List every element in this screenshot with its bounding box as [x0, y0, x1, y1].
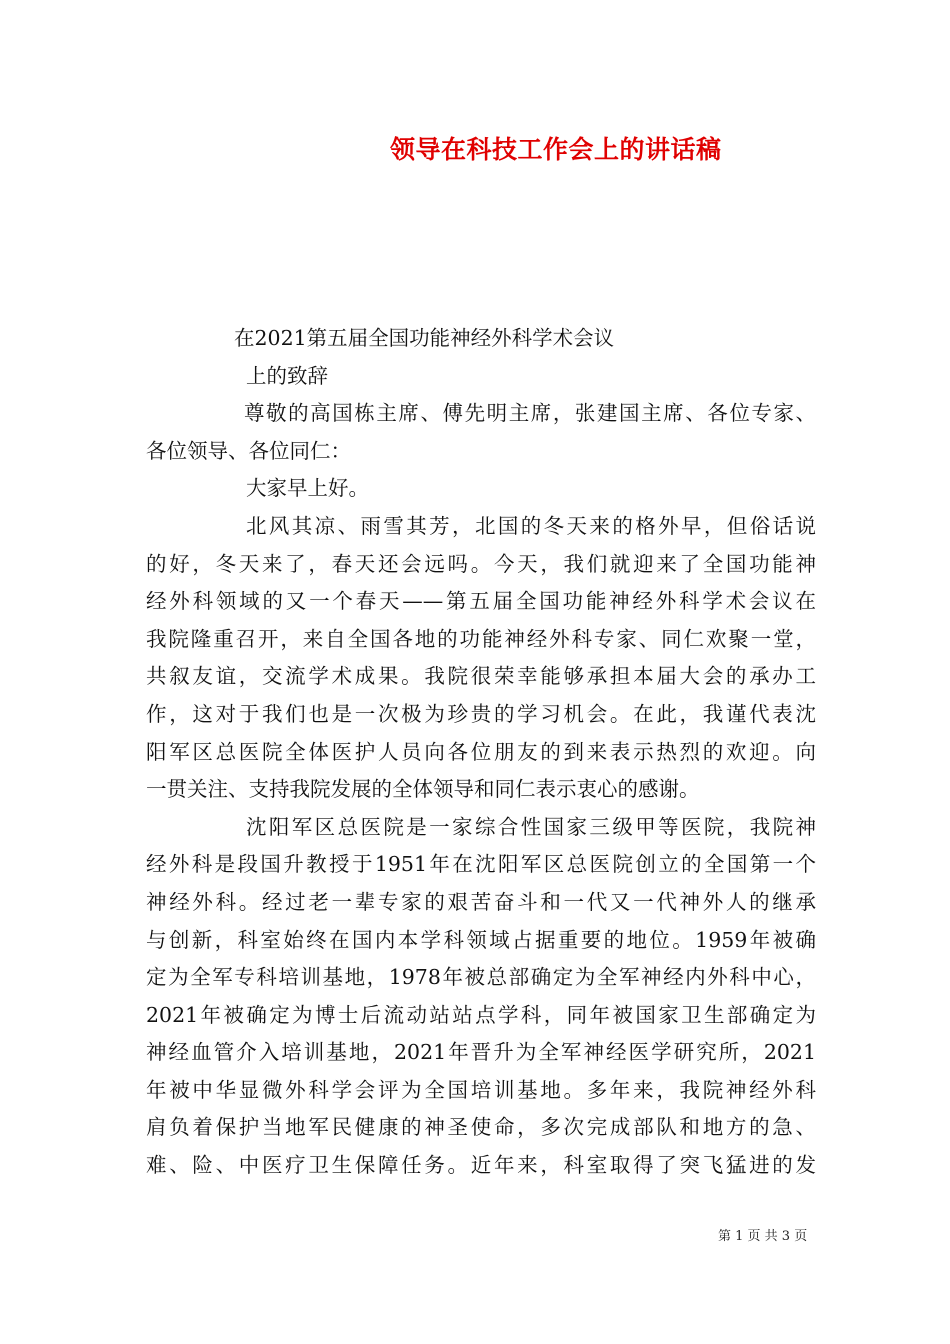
- body-line: 我院隆重召开，来自全国各地的功能神经外科专家、同仁欢聚一堂，: [146, 626, 816, 651]
- body-line: 作，这对于我们也是一次极为珍贵的学习机会。在此，我谨代表沈: [146, 701, 816, 726]
- body-line: 的好，冬天来了，春天还会远吗。今天，我们就迎来了全国功能神: [146, 551, 816, 576]
- body-line: 上的致辞: [246, 363, 328, 388]
- body-line: 肩负着保护当地军民健康的神圣使命，多次完成部队和地方的急、: [146, 1115, 816, 1140]
- body-line: 与创新，科室始终在国内本学科领域占据重要的地位。1959年被确: [146, 927, 816, 952]
- body-line: 难、险、中医疗卫生保障任务。近年来，科室取得了突飞猛进的发: [146, 1153, 816, 1178]
- body-line: 神经外科。经过老一辈专家的艰苦奋斗和一代又一代神外人的继承: [146, 889, 816, 914]
- body-line: 年被中华显微外科学会评为全国培训基地。多年来，我院神经外科: [146, 1077, 816, 1102]
- body-line: 定为全军专科培训基地，1978年被总部确定为全军神经内外科中心，: [146, 965, 816, 990]
- body-line: 2021年被确定为博士后流动站站点学科，同年被国家卫生部确定为: [146, 1002, 816, 1027]
- body-line: 北风其凉、雨雪其芳，北国的冬天来的格外早，但俗话说: [246, 513, 816, 538]
- body-line: 在2021第五届全国功能神经外科学术会议: [234, 326, 615, 350]
- body-line: 神经血管介入培训基地，2021年晋升为全军神经医学研究所，2021: [146, 1040, 816, 1065]
- document-title: 领导在科技工作会上的讲话稿: [390, 135, 722, 164]
- body-line: 阳军区总医院全体医护人员向各位朋友的到来表示热烈的欢迎。向: [146, 739, 816, 764]
- body-line: 沈阳军区总医院是一家综合性国家三级甲等医院，我院神: [246, 814, 816, 839]
- body-line: 大家早上好。: [246, 476, 369, 501]
- body-line: 各位领导、各位同仁：: [146, 438, 351, 463]
- body-line: 共叙友谊，交流学术成果。我院很荣幸能够承担本届大会的承办工: [146, 664, 816, 689]
- body-line: 经外科是段国升教授于1951年在沈阳军区总医院创立的全国第一个: [146, 852, 816, 877]
- page-number: 第 1 页 共 3 页: [718, 1229, 808, 1244]
- document-body: [146, 320, 816, 1185]
- body-line: 经外科领域的又一个春天——第五届全国功能神经外科学术会议在: [146, 589, 816, 614]
- body-line: 一贯关注、支持我院发展的全体领导和同仁表示衷心的感谢。: [146, 777, 700, 802]
- body-line: 尊敬的高国栋主席、傅先明主席，张建国主席、各位专家、: [244, 401, 816, 426]
